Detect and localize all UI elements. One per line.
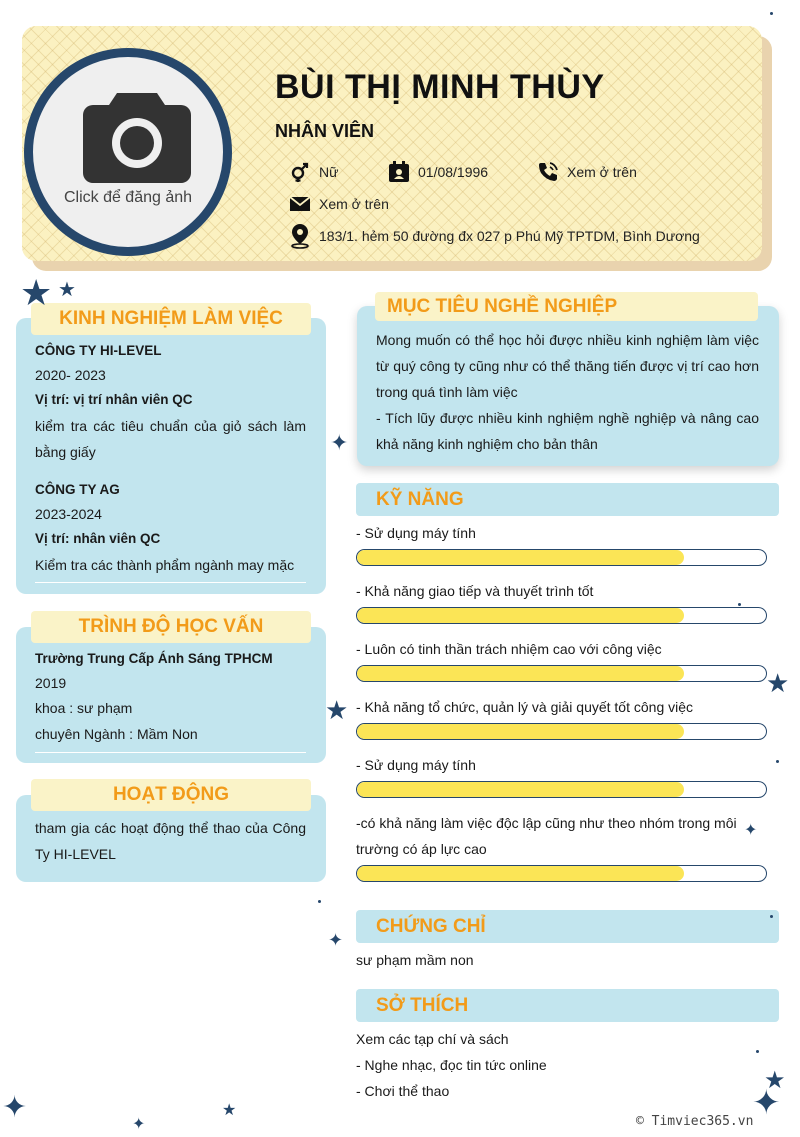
skill-bar-fill [357,608,684,623]
job-period-2: 2023-2024 [35,506,102,522]
skill-bar-fill [357,782,684,797]
avatar-caption[interactable]: Click để đăng ảnh [63,189,193,206]
star-decoration: ★ [764,1067,786,1094]
address-value: 183/1. hẻm 50 đường đx 027 p Phú Mỹ TPTDM, Bình Dương [319,228,700,244]
dot-decoration [756,1050,759,1053]
star-decoration: ✦ [752,1084,781,1122]
skill-bar-fill [357,724,684,739]
skill-label: - Sử dụng máy tính [356,525,476,541]
phone-icon [537,161,559,183]
objective-text: Mong muốn có thể học hỏi được nhiều kinh nghiệm làm việc từ quý công ty cũng như có thể thăng tiến được vị trí cao hơn trong quá tình làm việc - Tích lũy được nhiều kinh nghiệm nghề nghiệp và nâng cao khả năng kinh nghiệm cho bản thân [376,332,759,452]
dot-decoration [770,915,773,918]
activities-text: tham gia các hoạt động thể thao của Công Ty HI-LEVEL [35,820,306,862]
job-role-2: Vị trí: nhân viên QC [35,531,161,546]
objective-title: MỤC TIÊU NGHỀ NGHIỆP [375,292,758,321]
skill-bar-fill [357,666,684,681]
certificates-text: sư phạm mầm non [356,952,474,968]
hobby-item: - Nghe nhạc, đọc tin tức online [356,1057,547,1073]
star-decoration: ★ [222,1102,237,1119]
divider [35,582,306,583]
dot-decoration [738,603,741,606]
gender-value: Nữ [319,164,339,180]
activities-title: HOẠT ĐỘNG [31,779,311,811]
job-company-2: CÔNG TY AG [35,482,120,497]
star-decoration: ✦ [2,1091,28,1124]
calendar-icon [388,161,410,183]
candidate-position: NHÂN VIÊN [275,121,375,141]
star-decoration: ★ [20,272,53,313]
skill-bar [356,781,767,798]
skill-bar [356,549,767,566]
phone-value: Xem ở trên [567,164,637,180]
job-desc-2: Kiểm tra các thành phẩm ngành may mặc [35,557,295,573]
skill-label: - Sử dụng máy tính [356,757,476,773]
job-company-1: CÔNG TY HI-LEVEL [35,343,162,358]
envelope-icon [289,193,311,215]
skill-bar-fill [357,866,684,881]
star-decoration: ✦ [132,1116,146,1133]
star-decoration: ✦ [330,430,349,455]
divider [35,752,306,753]
gender-icon [289,161,311,183]
camera-icon [81,87,193,183]
job-role-1: Vị trí: vị trí nhân viên QC [35,392,193,407]
dot-decoration [318,900,321,903]
skill-bar [356,665,767,682]
skill-bar [356,865,767,882]
skill-label: -có khả năng làm việc độc lập cũng như theo nhóm trong môi trường có áp lực cao [356,815,737,857]
avatar-upload[interactable] [24,48,232,256]
job-desc-1: kiểm tra các tiêu chuẩn của giỏ sách làm bằng giấy [35,418,306,460]
education-major: chuyên Ngành : Mầm Non [35,726,198,742]
education-school: Trường Trung Cấp Ánh Sáng TPHCM [35,651,273,666]
birthdate-info [388,161,488,183]
job-period-1: 2020- 2023 [35,367,106,383]
phone-info [537,161,637,183]
skill-label: - Khả năng giao tiếp và thuyết trình tốt [356,583,594,599]
star-decoration: ★ [766,668,790,698]
hobby-item: Xem các tạp chí và sách [356,1031,509,1047]
birthdate-value: 01/08/1996 [418,164,489,180]
star-decoration: ★ [325,695,349,725]
dot-decoration [770,12,773,15]
hobbies-title: SỞ THÍCH [356,989,779,1022]
skills-title: KỸ NĂNG [356,483,779,516]
experience-title: KINH NGHIỆM LÀM VIỆC [31,303,311,335]
dot-decoration [776,760,779,763]
star-decoration: ✦ [744,822,758,839]
star-decoration: ✦ [328,930,344,950]
email-info [289,193,389,215]
gender-info [289,161,338,183]
candidate-name: BÙI THỊ MINH THÙY [275,68,605,106]
education-faculty: khoa : sư phạm [35,700,133,716]
email-value: Xem ở trên [319,196,389,212]
skill-bar [356,607,767,624]
education-year: 2019 [35,675,67,691]
footer-credit: © Timviec365.vn [636,1114,754,1129]
education-title: TRÌNH ĐỘ HỌC VẤN [31,611,311,643]
star-decoration: ★ [58,279,76,301]
certificates-title: CHỨNG CHỈ [356,910,779,943]
skill-bar [356,723,767,740]
skill-bar-fill [357,550,684,565]
location-pin-icon [289,223,311,249]
skill-label: - Luôn có tinh thần trách nhiệm cao với công việc [356,641,662,657]
skill-label: - Khả năng tổ chức, quản lý và giải quyết tốt công việc [356,699,694,715]
address-info [289,223,700,249]
hobby-item: - Chơi thể thao [356,1083,450,1099]
